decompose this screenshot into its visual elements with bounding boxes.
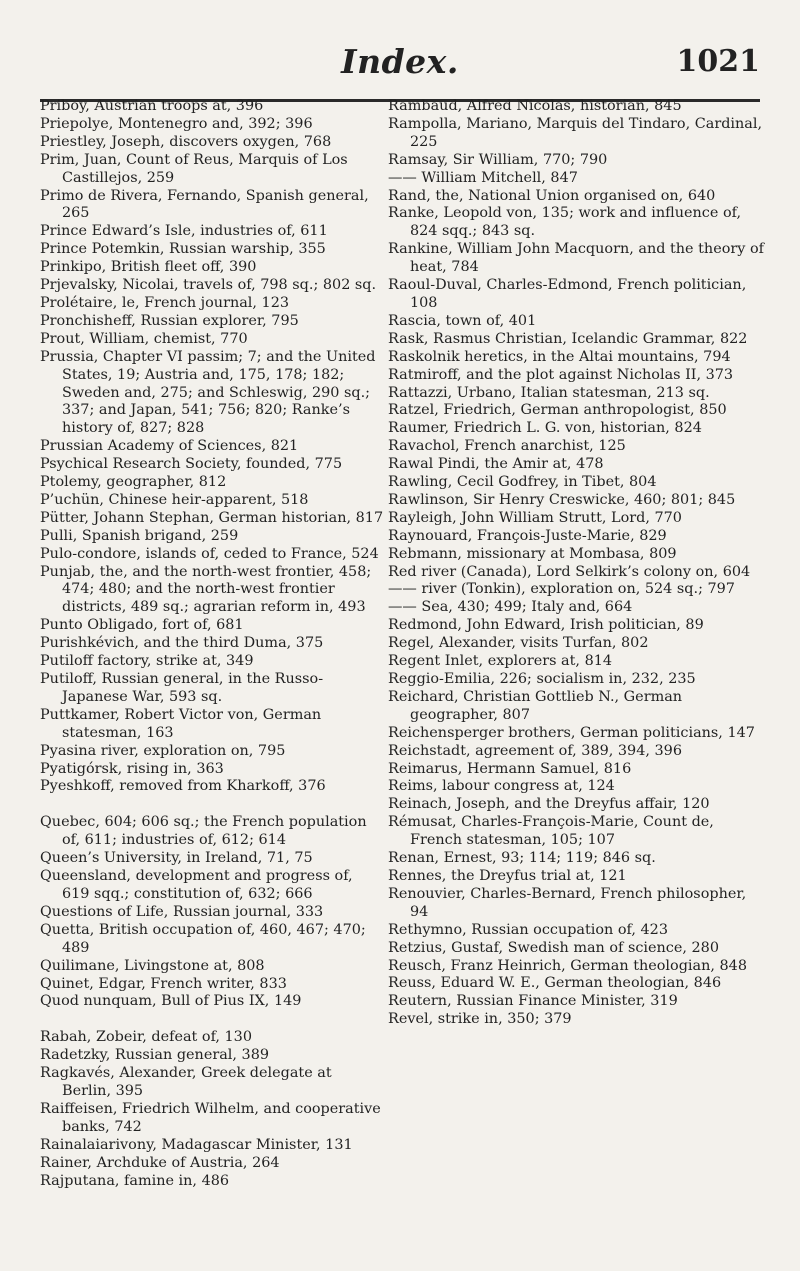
index-entry: Ragkavés, Alexander, Greek delegate at Berlin, 395 [40,1065,332,1100]
page-header [40,40,760,92]
index-entry: Reinach, Joseph, and the Dreyfus affair, 120 [388,796,710,813]
index-entry: Reggio-Emilia, 226; socialism in, 232, 235 [388,671,696,687]
index-entry: Reichstadt, agreement of, 389, 394, 396 [388,742,682,759]
index-entry: Rankine, William John Macquorn, and the theory of heat, 784 [388,241,764,276]
index-entry: Regel, Alexander, visits Turfan, 802 [388,635,649,652]
index-entry: Primo de Rivera, Fernando, Spanish general, 265 [40,187,369,222]
index-entry: Reims, labour congress at, 124 [388,778,615,795]
index-entry: Rebmann, missionary at Mombasa, 809 [388,545,677,562]
index-entry: Puttkamer, Robert Victor von, German statesman, 163 [40,706,322,741]
left-index-column [40,98,384,1190]
index-entry: Rand, the, National Union organised on, 640 [388,187,716,204]
index-entry: Radetzky, Russian general, 389 [40,1047,270,1064]
index-entry: Purishkévich, and the third Duma, 375 [40,635,324,652]
index-entry: Pronchisheff, Russian explorer, 795 [40,312,299,329]
index-entry: Prim, Juan, Count of Reus, Marquis of Los Castillejos, 259 [40,151,348,186]
index-entry: Reutern, Russian Finance Minister, 319 [388,993,678,1010]
index-entry: Rajputana, famine in, 486 [40,1172,230,1189]
index-entry: Pyatigórsk, rising in, 363 [40,760,224,777]
index-entry: Reichard, Christian Gottlieb N., German geographer, 807 [388,688,683,723]
index-entry: Rémusat, Charles-François-Marie, Count de, French statesman, 105; 107 [388,814,714,849]
index-entry: Questions of Life, Russian journal, 333 [40,903,324,920]
index-entry: Punto Obligado, fort of, 681 [40,617,244,634]
index-entry: Rawlinson, Sir Henry Creswicke, 460; 801; 845 [388,491,736,508]
index-entry: Rampolla, Mariano, Marquis del Tindaro, Cardinal, 225 [388,115,763,150]
index-entry: Prout, William, chemist, 770 [40,330,248,347]
index-entry: Rayleigh, John William Strutt, Lord, 770 [388,509,682,526]
index-entry: Renouvier, Charles-Bernard, French philosopher, 94 [388,885,747,920]
index-entry: Rattazzi, Urbano, Italian statesman, 213 sq. [388,384,710,401]
page-title: Index. [341,42,459,81]
index-entry: Queen’s University, in Ireland, 71, 75 [40,850,313,867]
index-entry: Quod nunquam, Bull of Pius IX, 149 [40,993,302,1010]
index-entry: Putiloff factory, strike at, 349 [40,653,254,670]
index-entry: Ranke, Leopold von, 135; work and influence of, 824 sqq.; 843 sq. [388,205,742,240]
index-entry: Rabah, Zobeir, defeat of, 130 [40,1029,252,1046]
index-entry: Pütter, Johann Stephan, German historian, 817 [40,509,384,526]
index-entry: Raynouard, François-Juste-Marie, 829 [388,527,667,544]
index-entry: Ravachol, French anarchist, 125 [388,438,626,455]
index-entry: Pyasina river, exploration on, 795 [40,742,286,759]
index-entry: Prussian Academy of Sciences, 821 [40,438,299,455]
index-entry: Rascia, town of, 401 [388,312,537,329]
index-entry: Priepolye, Montenegro and, 392; 396 [40,115,313,132]
section-gap [40,796,384,814]
index-entry: Priestley, Joseph, discovers oxygen, 768 [40,133,332,150]
index-entry: Raiffeisen, Friedrich Wilhelm, and cooperative banks, 742 [40,1100,381,1135]
index-entry: Quilimane, Livingstone at, 808 [40,957,265,974]
index-entry: Rawling, Cecil Godfrey, in Tibet, 804 [388,474,657,491]
index-entry: —— William Mitchell, 847 [388,169,578,186]
index-entry: Rainer, Archduke of Austria, 264 [40,1154,280,1171]
index-entry: Redmond, John Edward, Irish politician, 89 [388,617,704,634]
index-entry: Rainalaiarivony, Madagascar Minister, 131 [40,1136,353,1153]
right-index-column [388,98,768,1029]
index-entry: Red river (Canada), Lord Selkirk’s colony on, 604 [388,563,751,580]
index-entry: Queensland, development and progress of, 619 sqq.; constitution of, 632; 666 [40,868,353,902]
index-entry: Pulli, Spanish brigand, 259 [40,527,239,544]
index-entry: P’uchün, Chinese heir-apparent, 518 [40,491,309,508]
index-entry: Prince Edward’s Isle, industries of, 611 [40,223,328,240]
index-entry: Retzius, Gustaf, Swedish man of science, 280 [388,939,719,956]
index-entry: Putiloff, Russian general, in the Russo-Japanese War, 593 sq. [40,671,324,705]
index-entry: Prince Potemkin, Russian warship, 355 [40,241,326,258]
index-entry: Prinkipo, British fleet off, 390 [40,259,257,276]
index-entry: Reichensperger brothers, German politicians, 147 [388,724,755,741]
index-entry: Regent Inlet, explorers at, 814 [388,653,613,670]
index-entry: Quetta, British occupation of, 460, 467; 470; 489 [40,921,366,956]
index-entry: Rask, Rasmus Christian, Icelandic Grammar, 822 [388,330,748,347]
index-entry: Reuss, Eduard W. E., German theologian, 846 [388,975,722,992]
index-entry: Prussia, Chapter VI passim; 7; and the United States, 19; Austria and, 175, 178; 182; Sweden and, 275; and Schleswig, 290 sq.; 337; and Japan, 541; 756; 820; Ranke’s history of, 827; 828 [40,348,376,437]
page-number: 1021 [676,44,760,79]
index-entry: Raumer, Friedrich L. G. von, historian, 824 [388,420,702,437]
section-gap [40,1011,384,1029]
index-entry: Prjevalsky, Nicolai, travels of, 798 sq.; 802 sq. [40,277,377,294]
index-entry: Priboy, Austrian troops at, 396 [40,98,264,114]
index-entry: Revel, strike in, 350; 379 [388,1011,572,1028]
index-entry: Reusch, Franz Heinrich, German theologian, 848 [388,957,747,974]
index-entry: Punjab, the, and the north-west frontier, 458; 474; 480; and the north-west frontier districts, 489 sq.; agrarian reform in, 493 [40,563,372,616]
index-entry: Ratmiroff, and the plot against Nicholas II, 373 [388,366,734,383]
index-entry: Ratzel, Friedrich, German anthropologist, 850 [388,402,727,419]
index-entry: Pulo-condore, islands of, ceded to France, 524 [40,545,379,562]
index-entry: Rethymno, Russian occupation of, 423 [388,921,668,938]
index-entry: Prolétaire, le, French journal, 123 [40,294,290,311]
index-entry: Rambaud, Alfred Nicolas, historian, 845 [388,98,682,114]
index-entry: Rennes, the Dreyfus trial at, 121 [388,867,627,884]
index-entry: Raskolnik heretics, in the Altai mountains, 794 [388,348,731,365]
index-entry: Psychical Research Society, founded, 775 [40,456,343,473]
index-entry: —— river (Tonkin), exploration on, 524 sq.; 797 [388,581,735,598]
index-entry: Renan, Ernest, 93; 114; 119; 846 sq. [388,850,656,867]
index-entry: —— Sea, 430; 499; Italy and, 664 [388,599,633,616]
index-entry: Ramsay, Sir William, 770; 790 [388,151,608,168]
index-entry: Reimarus, Hermann Samuel, 816 [388,760,632,777]
index-entry: Pyeshkoff, removed from Kharkoff, 376 [40,778,326,795]
index-entry: Raoul-Duval, Charles-Edmond, French politician, 108 [388,277,747,311]
index-entry: Ptolemy, geographer, 812 [40,474,227,491]
index-entry: Quebec, 604; 606 sq.; the French population of, 611; industries of, 612; 614 [40,814,367,849]
index-entry: Rawal Pindi, the Amir at, 478 [388,456,604,473]
index-entry: Quinet, Edgar, French writer, 833 [40,975,287,992]
